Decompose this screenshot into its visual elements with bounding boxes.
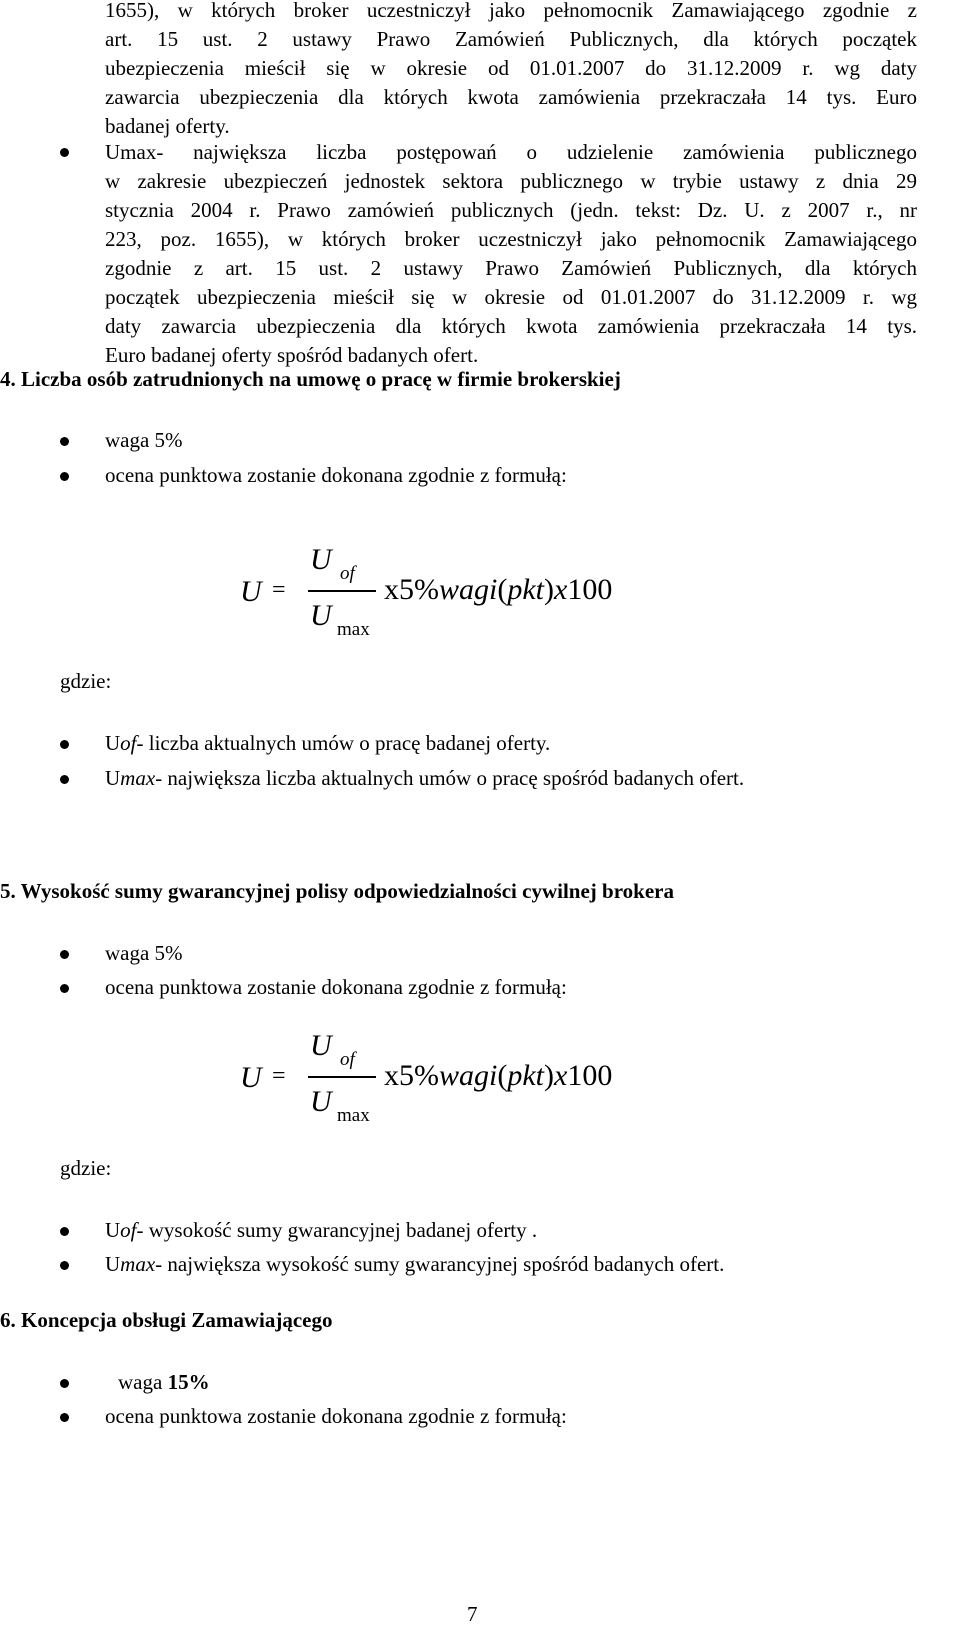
text-line: stycznia 2004 r. Prawo zamówień publicznych (jedn. tekst: Dz. U. z 2007 r., nr [105,198,917,222]
text-line: ubezpieczenia mieścił się w okresie od 01.01.2007 do 31.12.2009 r. wg daty [105,56,917,80]
formula-part: ( [497,1059,508,1092]
bullet-icon [60,984,69,993]
formula-numerator: U [310,543,332,576]
definition-text: - największa wysokość sumy gwarancyjnej spośród badanych ofert. [155,1252,725,1276]
bullet-icon [60,1379,69,1388]
section-5-heading: 5. Wysokość sumy gwarancyjnej polisy odpowiedzialności cywilnej brokera [0,879,674,903]
bullet-icon [60,950,69,959]
formula-part: x5% [384,1059,439,1092]
formula-part: pkt [507,1059,545,1092]
formula-part: 100 [567,1059,613,1092]
definition-text: - liczba aktualnych umów o pracę badanej oferty. [136,731,551,755]
text-line: w zakresie ubezpieczeń jednostek sektora publicznego w trybie ustawy z dnia 29 [105,169,917,193]
text-line: 223, poz. 1655), w których broker uczestniczył jako pełnomocnik Zamawiającego [105,227,917,251]
bullet-icon [60,437,69,446]
section-6-heading: 6. Koncepcja obsługi Zamawiającego [0,1308,333,1332]
formula-part: 100 [567,573,613,606]
weight-label: waga [118,1370,168,1394]
weight-value: 15% [167,1370,210,1394]
section-5-formula [240,1026,720,1136]
section-5-where: gdzie: [60,1156,112,1180]
section-5-def-uof [105,1216,537,1245]
section-6-rule: ocena punktowa zostanie dokonana zgodnie z formułą: [105,1404,567,1428]
formula-denominator-sub: max [337,1105,370,1126]
section-6-weight [118,1368,210,1397]
section-4-def-umax [105,764,744,793]
text-line: Euro badanej oferty spośród badanych ofert. [105,343,479,367]
text-line: zawarcia ubezpieczenia dla których kwota zamówienia przekraczała 14 tys. Euro [105,85,917,109]
formula-part: wagi [439,573,498,606]
formula-part: ) [544,1059,555,1092]
formula-equals: = [272,1063,286,1089]
formula-rhs [384,570,612,610]
formula-rhs [384,1056,612,1096]
symbol-sub: of [120,1218,137,1242]
section-5-rule: ocena punktowa zostanie dokonana zgodnie z formułą: [105,975,567,999]
formula-part: x [554,1059,568,1092]
formula-part: ) [544,573,555,606]
formula-lhs: U [240,1061,262,1094]
bullet-icon [60,472,69,481]
formula-part: x [554,573,568,606]
definition-text: - wysokość sumy gwarancyjnej badanej oferty . [136,1218,538,1242]
formula-part: x5% [384,573,439,606]
text-line: art. 15 ust. 2 ustawy Prawo Zamówień Publicznych, dla których początek [105,27,917,51]
formula-lhs: U [240,575,262,608]
formula-denominator-sub: max [337,619,370,640]
top-paragraph [105,0,917,141]
fraction-bar [308,1076,376,1078]
section-4-formula [240,540,720,650]
text-line: 1655), w których broker uczestniczył jako pełnomocnik Zamawiającego zgodnie z [105,0,917,22]
section-4-def-uof [105,729,550,758]
section-4-where: gdzie: [60,669,112,693]
section-5-def-umax [105,1250,724,1279]
symbol: U [105,731,121,755]
formula-denominator: U [310,599,332,632]
symbol: U [105,766,121,790]
text-line: początek ubezpieczenia mieścił się w okresie od 01.01.2007 do 31.12.2009 r. wg [105,285,917,309]
fraction-bar [308,590,376,592]
definition-text: - największa liczba aktualnych umów o pracę spośród badanych ofert. [155,766,745,790]
symbol: U [105,1218,121,1242]
section-4-heading: 4. Liczba osób zatrudnionych na umowę o pracę w firmie brokerskiej [0,367,621,391]
section-4-rule: ocena punktowa zostanie dokonana zgodnie z formułą: [105,463,567,487]
page-number: 7 [467,1602,478,1626]
umax-definition-paragraph [105,138,917,370]
text-line: badanej oferty. [105,114,230,138]
bullet-icon [60,740,69,749]
symbol: U [105,1252,121,1276]
bullet-icon [60,1413,69,1422]
text-line: Umax- największa liczba postępowań o udzielenie zamówienia publicznego [105,140,917,164]
formula-part: wagi [439,1059,498,1092]
formula-part: pkt [507,573,545,606]
symbol-sub: max [120,1252,156,1276]
bullet-icon [60,1261,69,1270]
formula-numerator-sub: of [340,563,355,584]
formula-numerator: U [310,1029,332,1062]
text-line: daty zawarcia ubezpieczenia dla których kwota zamówienia przekraczała 14 tys. [105,314,917,338]
formula-equals: = [272,577,286,603]
bullet-icon [60,1227,69,1236]
bullet-icon [60,148,69,157]
symbol-sub: max [120,766,156,790]
section-4-weight: waga 5% [105,428,183,452]
section-5-weight: waga 5% [105,941,183,965]
formula-denominator: U [310,1085,332,1118]
symbol-sub: of [120,731,137,755]
text-line: zgodnie z art. 15 ust. 2 ustawy Prawo Zamówień Publicznych, dla których [105,256,917,280]
formula-part: ( [497,573,508,606]
bullet-icon [60,775,69,784]
formula-numerator-sub: of [340,1049,355,1070]
